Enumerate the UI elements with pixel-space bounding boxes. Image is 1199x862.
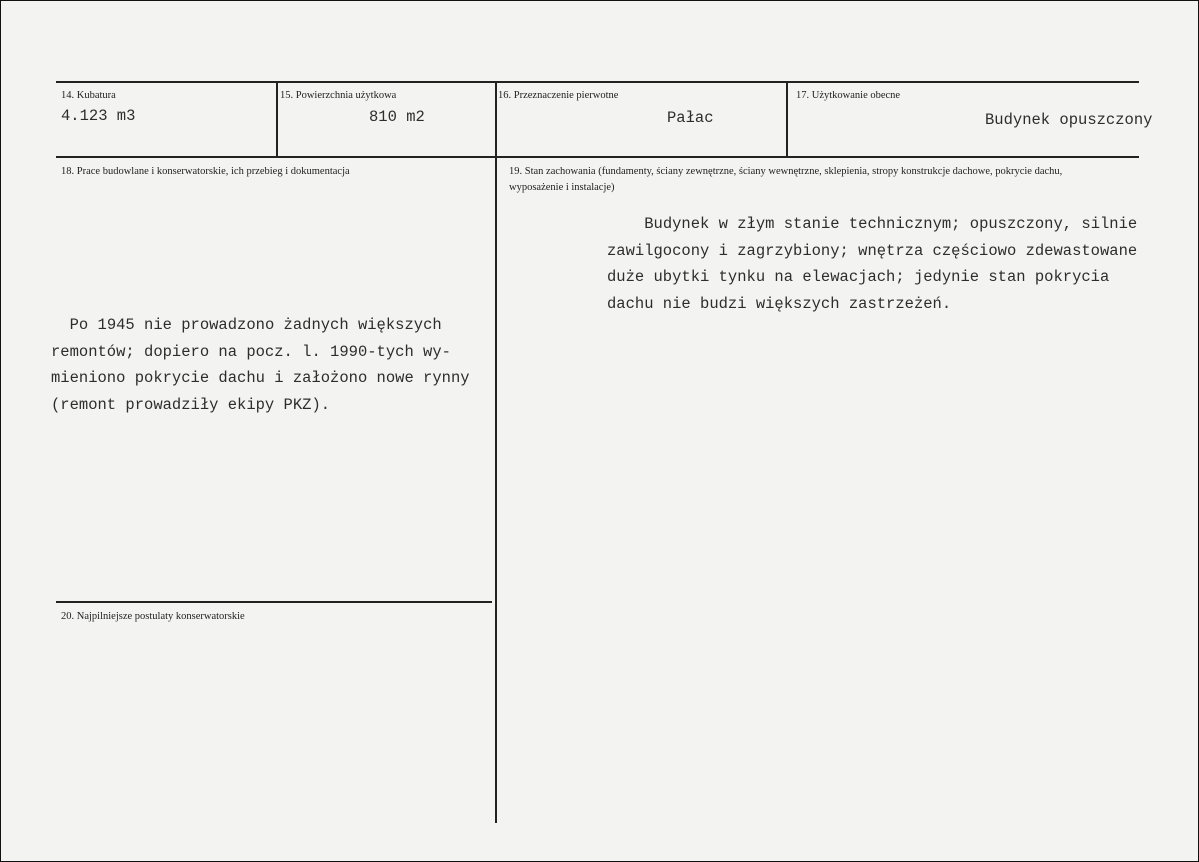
field-15-value: 810 m2 [369,108,425,126]
field-19-label: 19. Stan zachowania (fundamenty, ściany zewnętrzne, ściany wewnętrzne, sklepienia, stropy konstrukcje dachowe, pokrycie dachu, wyposażenie i instalacje) [509,166,1063,193]
field-15-label: 15. Powierzchnia użytkowa [280,90,397,101]
field-14-label: 14. Kubatura [61,90,116,101]
field-19-text: Budynek w złym stanie technicznym; opuszczony, silnie zawilgocony i zagrzybiony; wnętrza częściowo zdewastowane duże ubytki tynku na elewacjach; jedynie stan pokrycia dachu nie budzi większych zastrzeżeń. [607,215,1138,313]
field-17-label: 17. Użytkowanie obecne [796,90,901,101]
field-18-label: 18. Prace budowlane i konserwatorskie, ich przebieg i dokumentacja [61,166,350,177]
field-16-label: 16. Przeznaczenie pierwotne [498,90,619,101]
field-16-value: Pałac [667,109,714,127]
field-17-value: Budynek opuszczony [985,111,1153,129]
divider-14-15 [276,81,278,157]
divider-16-17 [786,81,788,157]
postulates-rule [56,601,492,603]
mid-row-rule [56,156,1139,158]
field-20-label: 20. Najpilniejsze postulaty konserwatorskie [61,611,245,622]
field-14-value: 4.123 m3 [61,107,136,125]
field-18-text: Po 1945 nie prowadzono żadnych większych remontów; dopiero na pocz. l. 1990-tych wy- mieniono pokrycie dachu i założono nowe rynny (remont prowadziły ekipy PKZ). [51,316,470,414]
top-row-rule [56,81,1139,83]
divider-15-16 [495,81,497,823]
